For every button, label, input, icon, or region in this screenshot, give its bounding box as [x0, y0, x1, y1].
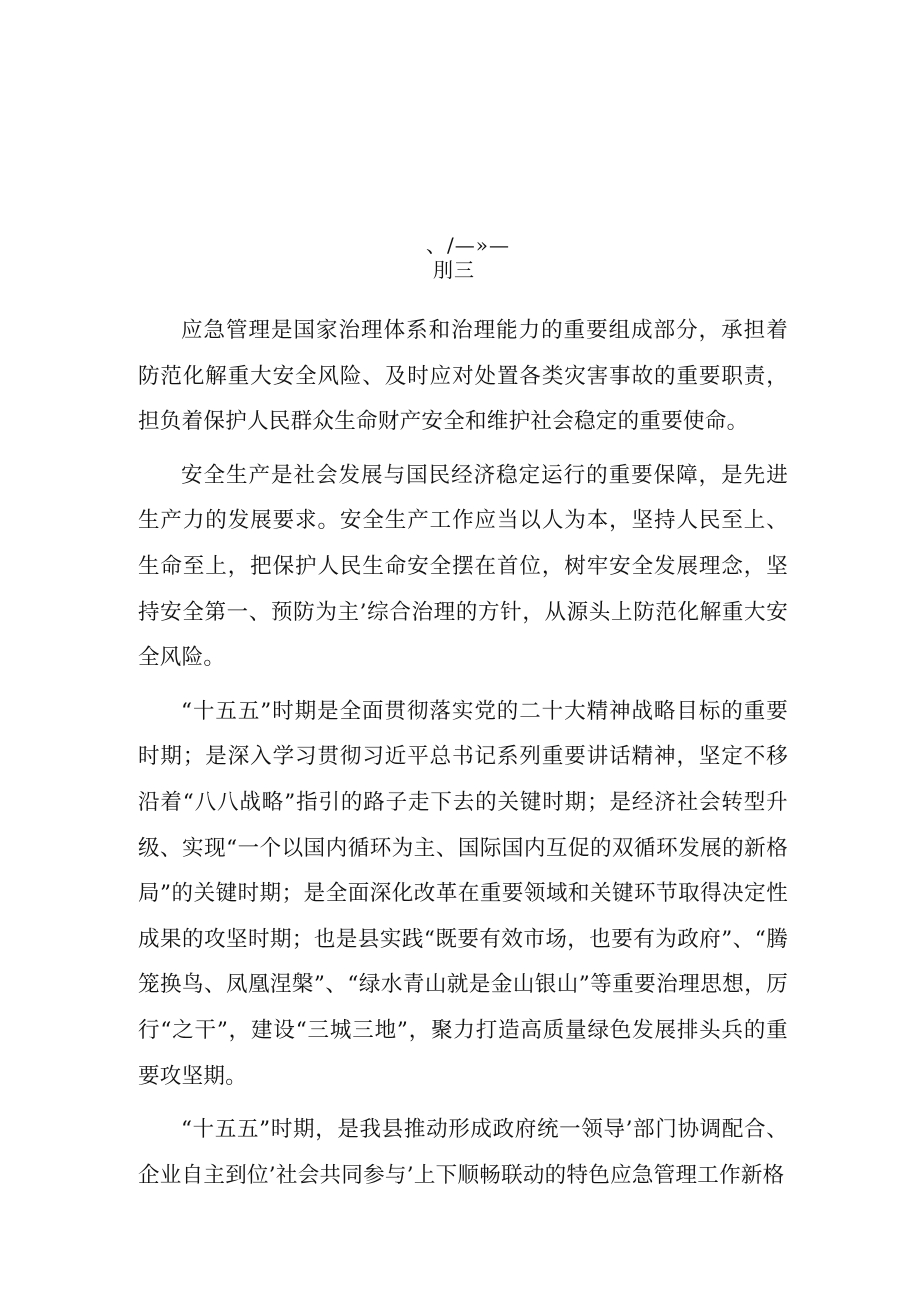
paragraph-1: 应急管理是国家治理体系和治理能力的重要组成部分，承担着防范化解重大安全风险、及时应对处置各类灾害事故的重要职责，担负着保护人民群众生命财产安全和维护社会稳定的重要使命。 [138, 318, 788, 435]
body-text [138, 308, 788, 1206]
paragraph-2: 安全生产是社会发展与国民经济稳定运行的重要保障，是先进生产力的发展要求。安全生产工作应当以人为本，坚持人民至上、生命至上，把保护人民生命安全摆在首位，树牢安全发展理念，坚持安全第一、预防为主’综合治理的方针，从源头上防范化解重大安全风险。 [138, 462, 788, 671]
heading-line-2: 刖三 [433, 258, 475, 282]
paragraph-3: “十五五”时期是全面贯彻落实党的二十大精神战略目标的重要时期；是深入学习贯彻习近平总书记系列重要讲话精神，坚定不移沿着“八八战略”指引的路子走下去的关键时期；是经济社会转型升级、实现“一个以国内循环为主、国际国内互促的双循环发展的新格局”的关键时期；是全面深化改革在重要领域和关键环节取得决定性成果的攻坚时期；也是县实践“既要有效市场，也要有为政府”、“腾笼换鸟、凤凰涅槃”、“绿水青山就是金山银山”等重要治理思想，厉行“之干”，建设“三城三地”，聚力打造高质量绿色发展排头兵的重要攻坚期。 [138, 698, 788, 1089]
heading-line-1: 、/—»— [426, 233, 510, 257]
paragraph-4: “十五五”时期，是我县推动形成政府统一领导’部门协调配合、企业自主到位’社会共同参与’上下顺畅联动的特色应急管理工作新格 [138, 1117, 788, 1188]
